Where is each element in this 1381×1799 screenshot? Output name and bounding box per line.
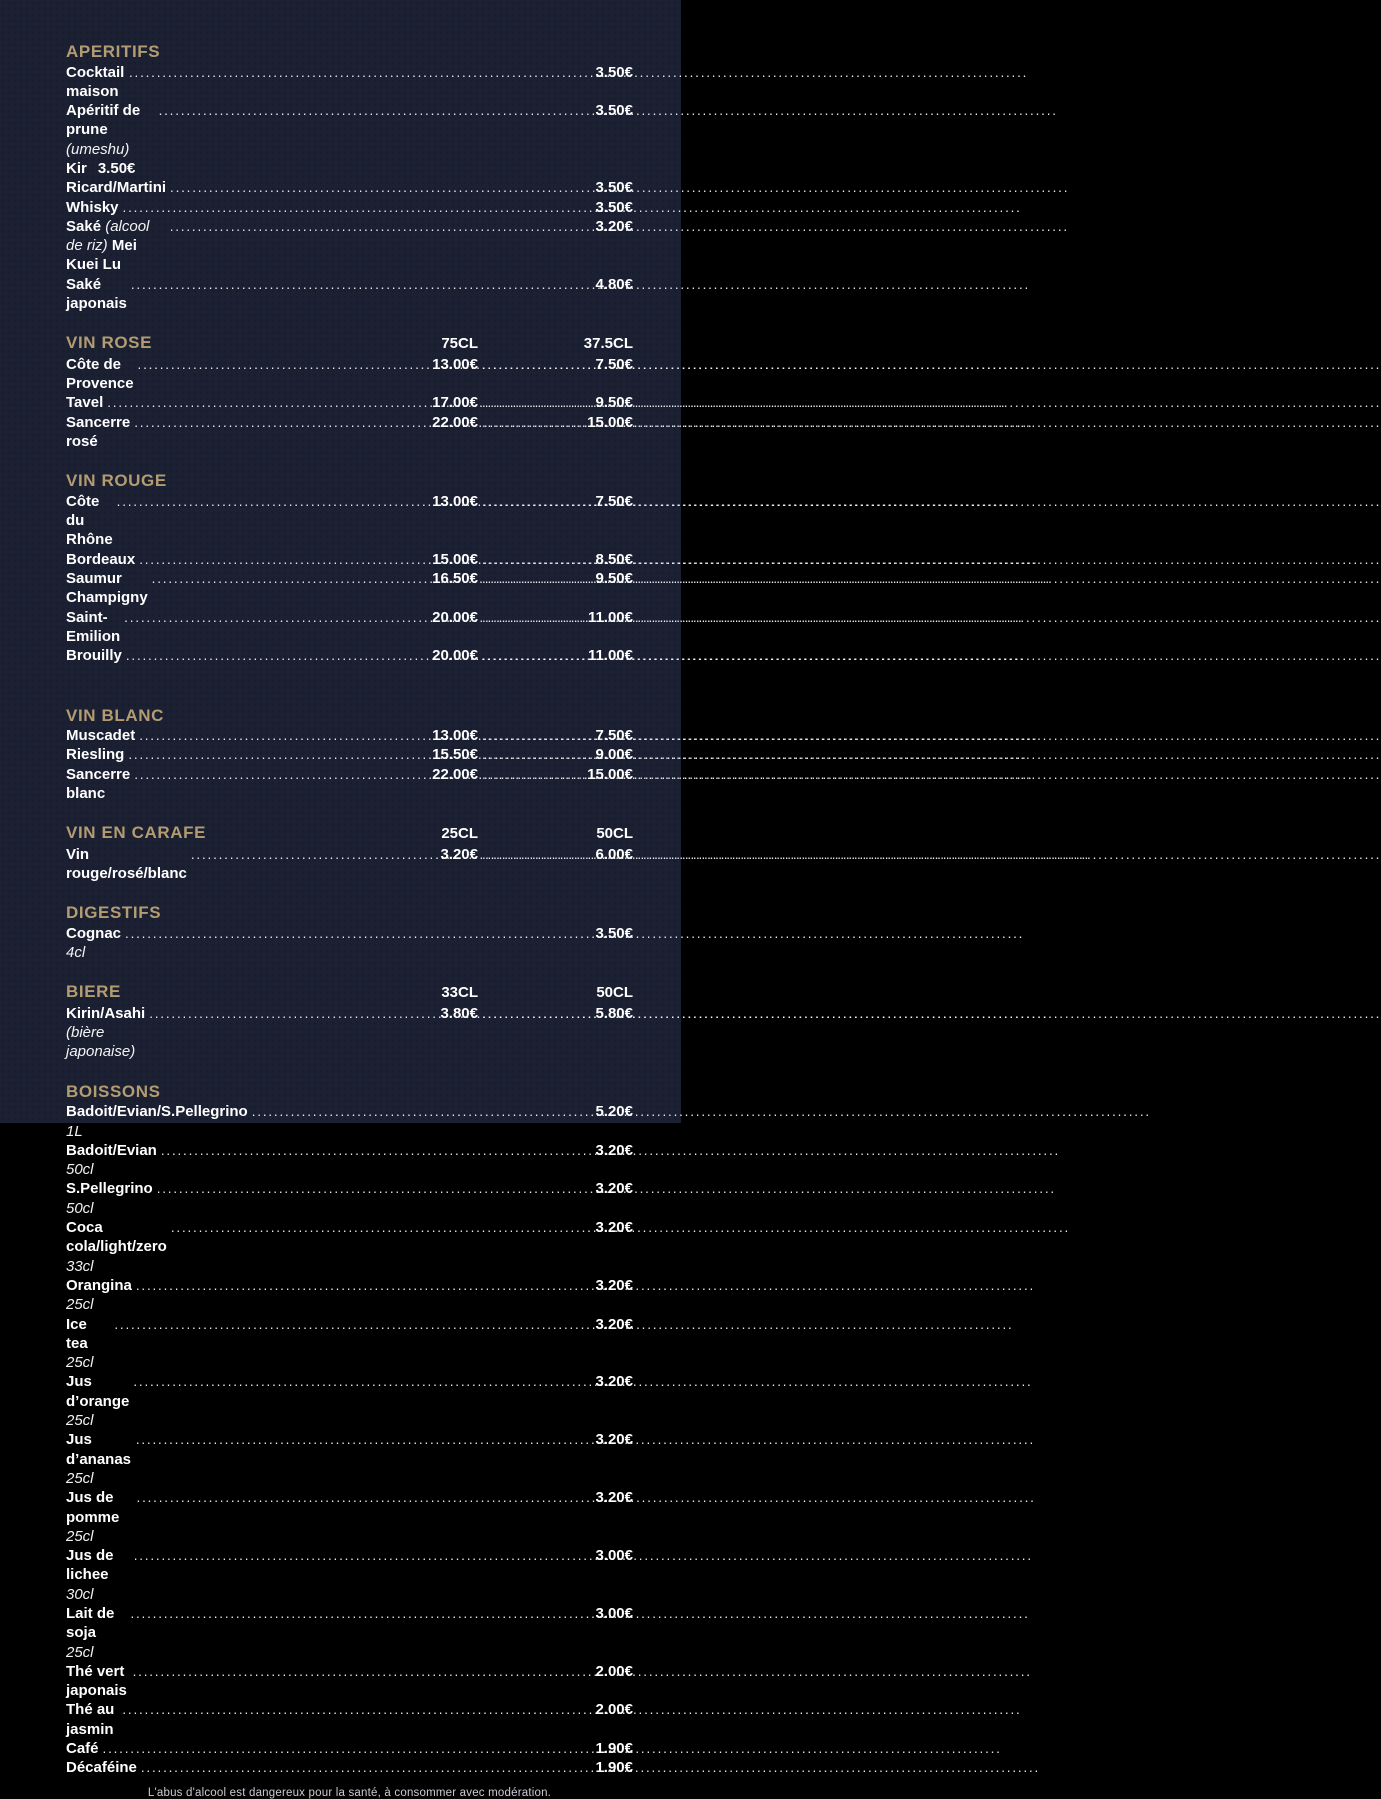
item-name — [66, 1141, 162, 1180]
item-name-segment: Café — [66, 1740, 99, 1758]
item-name — [66, 492, 113, 550]
section-header-row — [66, 903, 633, 924]
item-price: 3.50€ — [595, 924, 633, 942]
item-price-col2: 9.00€ — [595, 746, 633, 764]
section-header-row — [66, 1082, 633, 1103]
item-name — [66, 1758, 142, 1777]
item-price: 5.20€ — [595, 1103, 633, 1121]
dot-leader-2 — [482, 492, 574, 511]
item-price: 2.00€ — [595, 1662, 633, 1680]
menu-section — [66, 333, 633, 451]
dot-leader — [131, 275, 574, 294]
item-name — [66, 159, 87, 178]
item-name — [66, 1004, 150, 1062]
dot-leader-2 — [482, 569, 574, 588]
item-name-segment: Badoit/Evian — [66, 1141, 162, 1159]
item-name-segment: Cognac — [66, 924, 126, 942]
item-name-segment: Sancerre rosé — [66, 413, 135, 451]
item-name-segment: Bordeaux — [66, 550, 136, 568]
dot-leader — [130, 1604, 574, 1623]
menu-item-row — [66, 101, 633, 159]
dot-leader-2 — [482, 1004, 574, 1023]
menu-item-row — [66, 492, 633, 550]
dot-leader — [171, 1218, 574, 1237]
menu-section — [66, 823, 633, 883]
dot-leader — [107, 393, 419, 412]
item-name-segment: Ricard/Martini — [66, 179, 171, 197]
item-price-col1: 20.00€ — [432, 608, 478, 626]
menu-sections — [66, 42, 633, 1778]
dot-leader — [134, 1546, 574, 1565]
menu-item-row — [66, 275, 633, 314]
item-name-segment: Côte de Provence — [66, 355, 134, 393]
dot-leader — [123, 198, 574, 217]
item-price: 3.50€ — [595, 102, 633, 120]
item-name — [66, 1739, 99, 1758]
item-name — [66, 355, 134, 394]
item-name-segment: 50cl — [66, 1199, 98, 1217]
dot-leader — [170, 217, 574, 236]
item-name-segment: Jus d’orange — [66, 1373, 134, 1410]
item-name-segment: Muscadet — [66, 727, 140, 745]
dot-leader — [103, 1739, 574, 1758]
item-name-segment: Brouilly — [66, 647, 127, 665]
menu-item-row — [66, 1604, 633, 1662]
item-name — [66, 198, 127, 217]
item-name-segment: 25cl — [66, 1469, 98, 1487]
item-price-col2: 15.00€ — [587, 413, 633, 431]
item-price: 3.20€ — [595, 1373, 633, 1391]
menu-item-row — [66, 1758, 633, 1777]
item-price-col1: 15.50€ — [432, 746, 478, 764]
menu-item-row — [66, 1372, 633, 1430]
item-name — [66, 1218, 172, 1276]
menu-item-row — [66, 845, 633, 884]
dot-leader — [139, 726, 419, 745]
section-header-row — [66, 333, 633, 355]
alcohol-warning: L'abus d'alcool est dangereux pour la santé, à consommer avec modération. — [147, 1786, 552, 1799]
dot-leader — [138, 355, 419, 374]
item-name — [66, 726, 140, 745]
item-price-col1: 16.50€ — [432, 570, 478, 588]
menu-item-row — [66, 198, 633, 217]
item-name-segment: Jus de pomme — [66, 1489, 124, 1526]
dot-leader-2 — [482, 745, 574, 764]
menu-content — [66, 42, 633, 1799]
item-name — [66, 413, 135, 452]
section-title: APERITIFS — [66, 42, 161, 61]
column-header-1: 25CL — [441, 825, 478, 843]
item-price: 3.00€ — [595, 1605, 633, 1622]
item-name-segment: Décaféine — [66, 1759, 142, 1777]
column-header-1: 75CL — [441, 335, 478, 353]
item-name-segment: 30cl — [66, 1585, 98, 1603]
item-name-segment: Riesling — [66, 746, 125, 764]
item-price: 3.50€ — [595, 179, 633, 197]
item-price-col2: 5.80€ — [595, 1004, 633, 1022]
menu-item-row — [66, 646, 633, 665]
item-name-segment: 50cl — [66, 1161, 94, 1179]
menu-item-row — [66, 1141, 633, 1180]
item-name-segment: Saké — [66, 217, 106, 235]
item-price-col2: 11.00€ — [587, 647, 633, 665]
item-name — [66, 1315, 110, 1373]
dot-leader — [136, 1276, 574, 1295]
dot-leader — [125, 924, 574, 943]
dot-leader — [139, 550, 419, 569]
dot-leader — [136, 1430, 574, 1449]
section-header-row — [66, 42, 633, 63]
item-name — [66, 1372, 134, 1430]
item-price-col2: 7.50€ — [595, 355, 633, 373]
dot-leader — [134, 765, 419, 784]
dot-leader — [149, 1004, 419, 1023]
item-name-segment: Saké japonais — [66, 275, 132, 313]
menu-item-row — [66, 1004, 633, 1062]
item-name-segment: Coca cola/light/zero — [66, 1219, 172, 1256]
item-name-segment: Lait de soja — [66, 1605, 119, 1642]
dot-leader — [124, 608, 419, 627]
item-price-col1: 3.80€ — [440, 1004, 478, 1022]
item-price-col1: 22.00€ — [432, 413, 478, 431]
dot-leader — [252, 1102, 574, 1121]
item-name-segment: Ice tea — [66, 1315, 97, 1352]
item-price-col2: 6.00€ — [595, 845, 633, 863]
menu-section — [66, 1082, 633, 1778]
item-name — [66, 745, 124, 764]
section-title: DIGESTIFS — [66, 903, 162, 923]
dot-leader-2 — [482, 726, 574, 745]
item-name-segment: Thé au jasmin — [66, 1701, 119, 1738]
item-name — [66, 1488, 133, 1546]
item-name-segment: Kirin/Asahi — [66, 1004, 150, 1022]
item-name-segment: Saint-Emilion — [66, 608, 125, 645]
item-name-segment: 1L — [66, 1122, 83, 1140]
dot-leader — [128, 745, 419, 764]
item-name — [66, 569, 152, 608]
menu-section — [66, 471, 633, 665]
item-name-segment: Mei Kuei Lu — [66, 237, 142, 274]
item-name-segment: Cocktail maison — [66, 63, 129, 100]
item-price-col1: 13.00€ — [432, 355, 478, 373]
section-title: BIERE — [66, 982, 121, 1002]
column-header-1: 33CL — [441, 984, 478, 1002]
menu-item-row — [66, 745, 633, 764]
item-name — [66, 1276, 137, 1315]
menu-item-row — [66, 1179, 633, 1218]
item-name-segment: 25cl — [66, 1412, 98, 1430]
dot-leader — [152, 569, 419, 588]
menu-item-row — [66, 550, 633, 569]
dot-leader-2 — [482, 608, 574, 627]
item-price: 2.00€ — [595, 1701, 633, 1719]
menu-item-row — [66, 178, 633, 197]
menu-item-row — [66, 1739, 633, 1758]
item-price: 3.20€ — [595, 1141, 633, 1159]
menu-section — [66, 903, 633, 962]
item-price-col1: 17.00€ — [432, 394, 478, 412]
item-name-segment: Saumur Champigny — [66, 570, 152, 607]
item-price: 3.20€ — [595, 1489, 633, 1507]
item-name-segment: 4cl — [66, 944, 90, 962]
item-price: 3.20€ — [595, 1180, 633, 1198]
item-name-segment: (bière japonaise) — [66, 1024, 136, 1061]
item-price-col2: 9.50€ — [595, 570, 633, 588]
item-name — [66, 275, 132, 314]
item-name — [66, 765, 135, 804]
item-price: 3.20€ — [595, 1315, 633, 1333]
item-name-segment: 25cl — [66, 1354, 98, 1372]
item-name-segment: Jus d’ananas — [66, 1431, 140, 1468]
item-name-segment: S.Pellegrino — [66, 1180, 157, 1198]
item-price: 4.80€ — [595, 275, 633, 293]
item-price: 3.20€ — [595, 1276, 633, 1294]
item-price-col2: 7.50€ — [595, 727, 633, 745]
dot-leader-2 — [482, 646, 574, 665]
item-price-col2: 7.50€ — [595, 492, 633, 510]
item-price: 3.00€ — [595, 1547, 633, 1565]
item-name — [66, 217, 166, 275]
item-name-segment: (alcool de riz) — [66, 217, 154, 255]
dot-leader — [170, 178, 574, 197]
item-name — [66, 101, 155, 159]
item-name — [66, 550, 135, 569]
item-name — [66, 1102, 252, 1141]
menu-item-row — [66, 1218, 633, 1276]
menu-item-row — [66, 217, 633, 275]
section-title: VIN BLANC — [66, 705, 164, 725]
item-price-col1: 13.00€ — [432, 727, 478, 745]
dot-leader — [122, 1700, 574, 1719]
item-price: 3.50€ — [595, 198, 633, 216]
dot-leader — [191, 845, 419, 864]
item-name-segment: Thé vert japonais — [66, 1662, 132, 1700]
item-price-col1: 3.20€ — [440, 845, 478, 863]
dot-leader — [161, 1141, 574, 1160]
item-price-col2: 15.00€ — [587, 765, 633, 783]
dot-leader — [159, 101, 574, 120]
section-header-row — [66, 471, 633, 492]
menu-item-row — [66, 1276, 633, 1315]
section-header-row — [66, 823, 633, 845]
item-name-segment: Jus de lichee — [66, 1547, 118, 1584]
item-name-segment: 33cl — [66, 1257, 98, 1275]
menu-item-row — [66, 159, 633, 178]
item-name-segment: Badoit/Evian/S.Pellegrino — [66, 1103, 252, 1121]
dot-leader — [114, 1315, 574, 1334]
menu-item-row — [66, 63, 633, 102]
menu-item-row — [66, 569, 633, 608]
menu-item-row — [66, 726, 633, 745]
menu-item-row — [66, 1315, 633, 1373]
menu-section — [66, 706, 633, 804]
menu-item-row — [66, 924, 633, 963]
menu-item-row — [66, 1430, 633, 1488]
item-name — [66, 1604, 126, 1662]
item-price: 1.90€ — [595, 1759, 633, 1777]
item-name-segment: Kir — [66, 159, 87, 177]
item-price-col1: 15.00€ — [432, 550, 478, 568]
item-name-segment: Whisky — [66, 198, 127, 216]
dot-leader-2 — [482, 355, 574, 374]
item-name-segment: Vin rouge/rosé/blanc — [66, 845, 187, 882]
column-header-2: 37.5CL — [583, 335, 633, 353]
menu-section — [66, 982, 633, 1061]
dot-leader — [134, 413, 419, 432]
dot-leader-2 — [482, 413, 574, 432]
section-title: VIN ROUGE — [66, 471, 167, 491]
menu-item-row — [66, 1488, 633, 1546]
item-price-col1: 20.00€ — [432, 647, 478, 665]
menu-item-row — [66, 355, 633, 394]
menu-item-row — [66, 608, 633, 647]
dot-leader — [137, 1488, 574, 1507]
item-name-segment: Orangina — [66, 1276, 137, 1294]
item-name-segment: Apéritif de prune — [66, 102, 145, 139]
item-name — [66, 924, 126, 963]
item-name-segment: 25cl — [66, 1643, 98, 1661]
menu-item-row — [66, 1700, 633, 1739]
dot-leader-2 — [482, 845, 574, 864]
dot-leader — [129, 63, 574, 82]
item-name — [66, 1179, 157, 1218]
dot-leader-2 — [482, 393, 574, 412]
dot-leader — [117, 492, 419, 511]
item-name — [66, 608, 125, 647]
item-name-segment: (umeshu) — [66, 140, 134, 158]
menu-item-row — [66, 1546, 633, 1604]
item-name-segment: 25cl — [66, 1296, 94, 1314]
item-name — [66, 178, 171, 197]
item-price: 3.20€ — [595, 217, 633, 235]
dot-leader — [141, 1758, 574, 1777]
column-header-2: 50CL — [596, 984, 633, 1002]
item-price-inline: 3.50€ — [97, 159, 136, 177]
dot-leader-2 — [482, 550, 574, 569]
section-title: BOISSONS — [66, 1081, 161, 1101]
item-price-col1: 13.00€ — [432, 492, 478, 510]
item-price-col2: 9.50€ — [595, 394, 633, 412]
item-price: 3.50€ — [595, 63, 633, 81]
dot-leader — [133, 1372, 574, 1391]
dot-leader — [133, 1662, 574, 1681]
dot-leader — [157, 1179, 574, 1198]
item-name — [66, 1700, 118, 1739]
menu-item-row — [66, 1662, 633, 1701]
dot-leader-2 — [482, 765, 574, 784]
menu-item-row — [66, 413, 633, 452]
item-name — [66, 1662, 132, 1701]
item-name — [66, 63, 129, 102]
item-name — [66, 393, 108, 412]
item-name — [66, 1546, 130, 1604]
section-title: VIN EN CARAFE — [66, 823, 207, 843]
dot-leader — [126, 646, 419, 665]
item-name — [66, 1430, 140, 1488]
item-name-segment: Tavel — [66, 394, 108, 412]
item-price-col2: 11.00€ — [587, 608, 633, 626]
section-header-row — [66, 982, 633, 1004]
item-price: 1.90€ — [595, 1740, 633, 1758]
menu-item-row — [66, 765, 633, 804]
item-name — [66, 845, 187, 884]
menu-item-row — [66, 1102, 633, 1141]
item-price-col1: 22.00€ — [432, 765, 478, 783]
menu-section — [66, 42, 633, 313]
item-price: 3.20€ — [595, 1431, 633, 1449]
column-header-2: 50CL — [596, 825, 633, 843]
section-header-row — [66, 706, 633, 727]
item-price: 3.20€ — [595, 1219, 633, 1237]
item-name-segment: Côte du Rhône — [66, 492, 113, 549]
item-name-segment: Sancerre blanc — [66, 765, 135, 802]
section-title: VIN ROSE — [66, 333, 153, 353]
item-name-segment: 25cl — [66, 1527, 94, 1545]
item-price-col2: 8.50€ — [595, 550, 633, 568]
item-name — [66, 646, 127, 665]
menu-item-row — [66, 393, 633, 412]
